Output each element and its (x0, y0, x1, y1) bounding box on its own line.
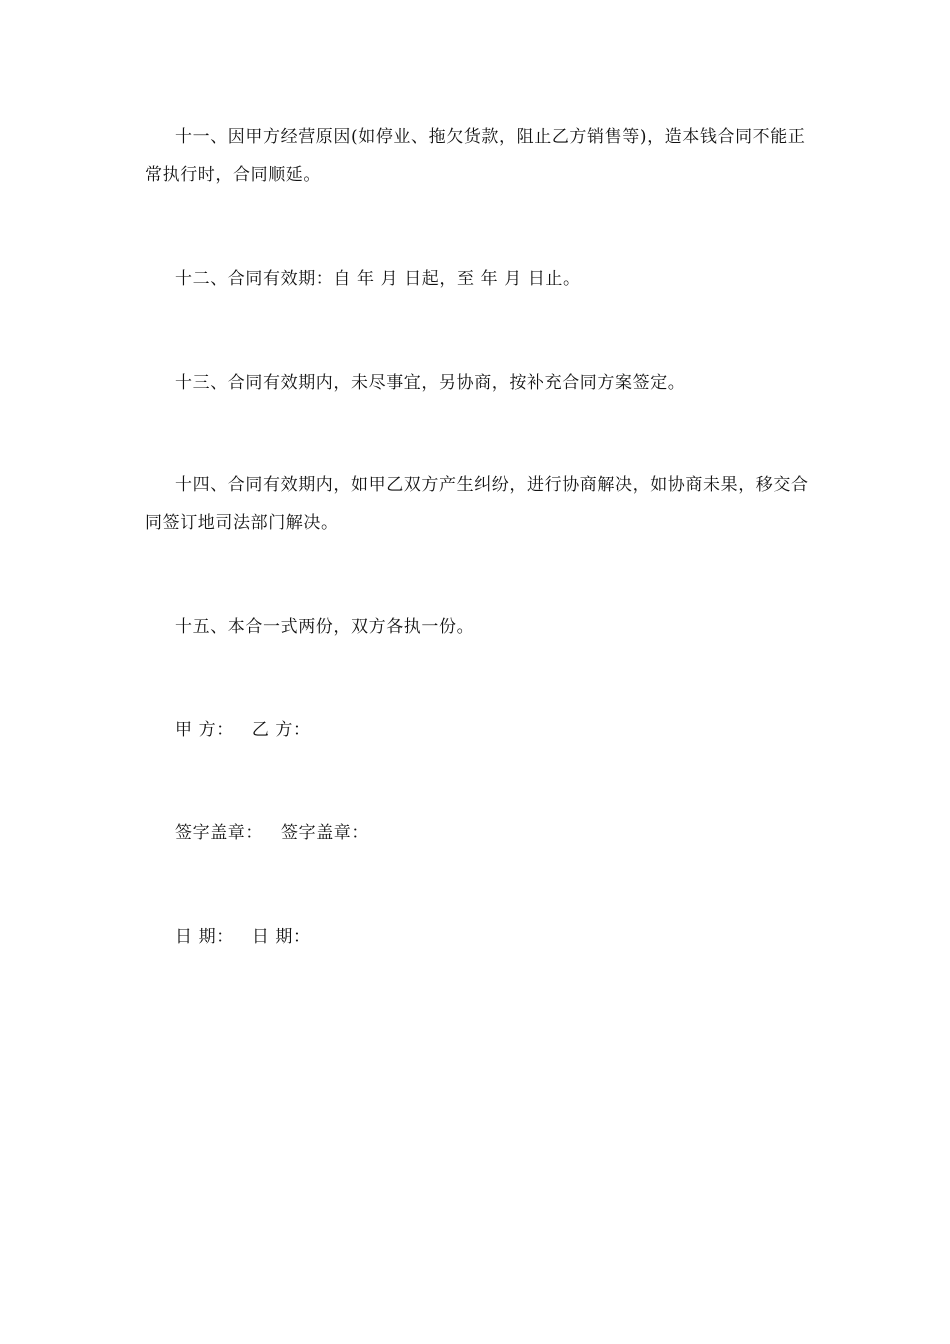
party-line (175, 718, 311, 742)
seal-a-label: 签字盖章： (175, 823, 263, 843)
date-line (175, 925, 311, 949)
clause-11: 十一、因甲方经营原因(如停业、拖欠货款，阻止乙方销售等)，造本钱合同不能正常执行时，合同顺延。 (145, 127, 806, 185)
date-b-label: 日 期： (251, 927, 311, 947)
clause-14: 十四、合同有效期内，如甲乙双方产生纠纷，进行协商解决，如协商未果，移交合同签订地司法部门解决。 (145, 475, 809, 533)
clause-15: 十五、本合一式两份，双方各执一份。 (175, 617, 475, 637)
party-b-label: 乙 方： (251, 720, 311, 740)
clause-12: 十二、合同有效期：自 年 月 日起，至 年 月 日止。 (175, 269, 581, 289)
party-a-label: 甲 方： (175, 720, 234, 740)
date-a-label: 日 期： (175, 927, 234, 947)
clause-13: 十三、合同有效期内，未尽事宜，另协商，按补充合同方案签定。 (175, 373, 686, 393)
seal-b-label: 签字盖章： (281, 823, 369, 843)
seal-line (175, 821, 369, 845)
